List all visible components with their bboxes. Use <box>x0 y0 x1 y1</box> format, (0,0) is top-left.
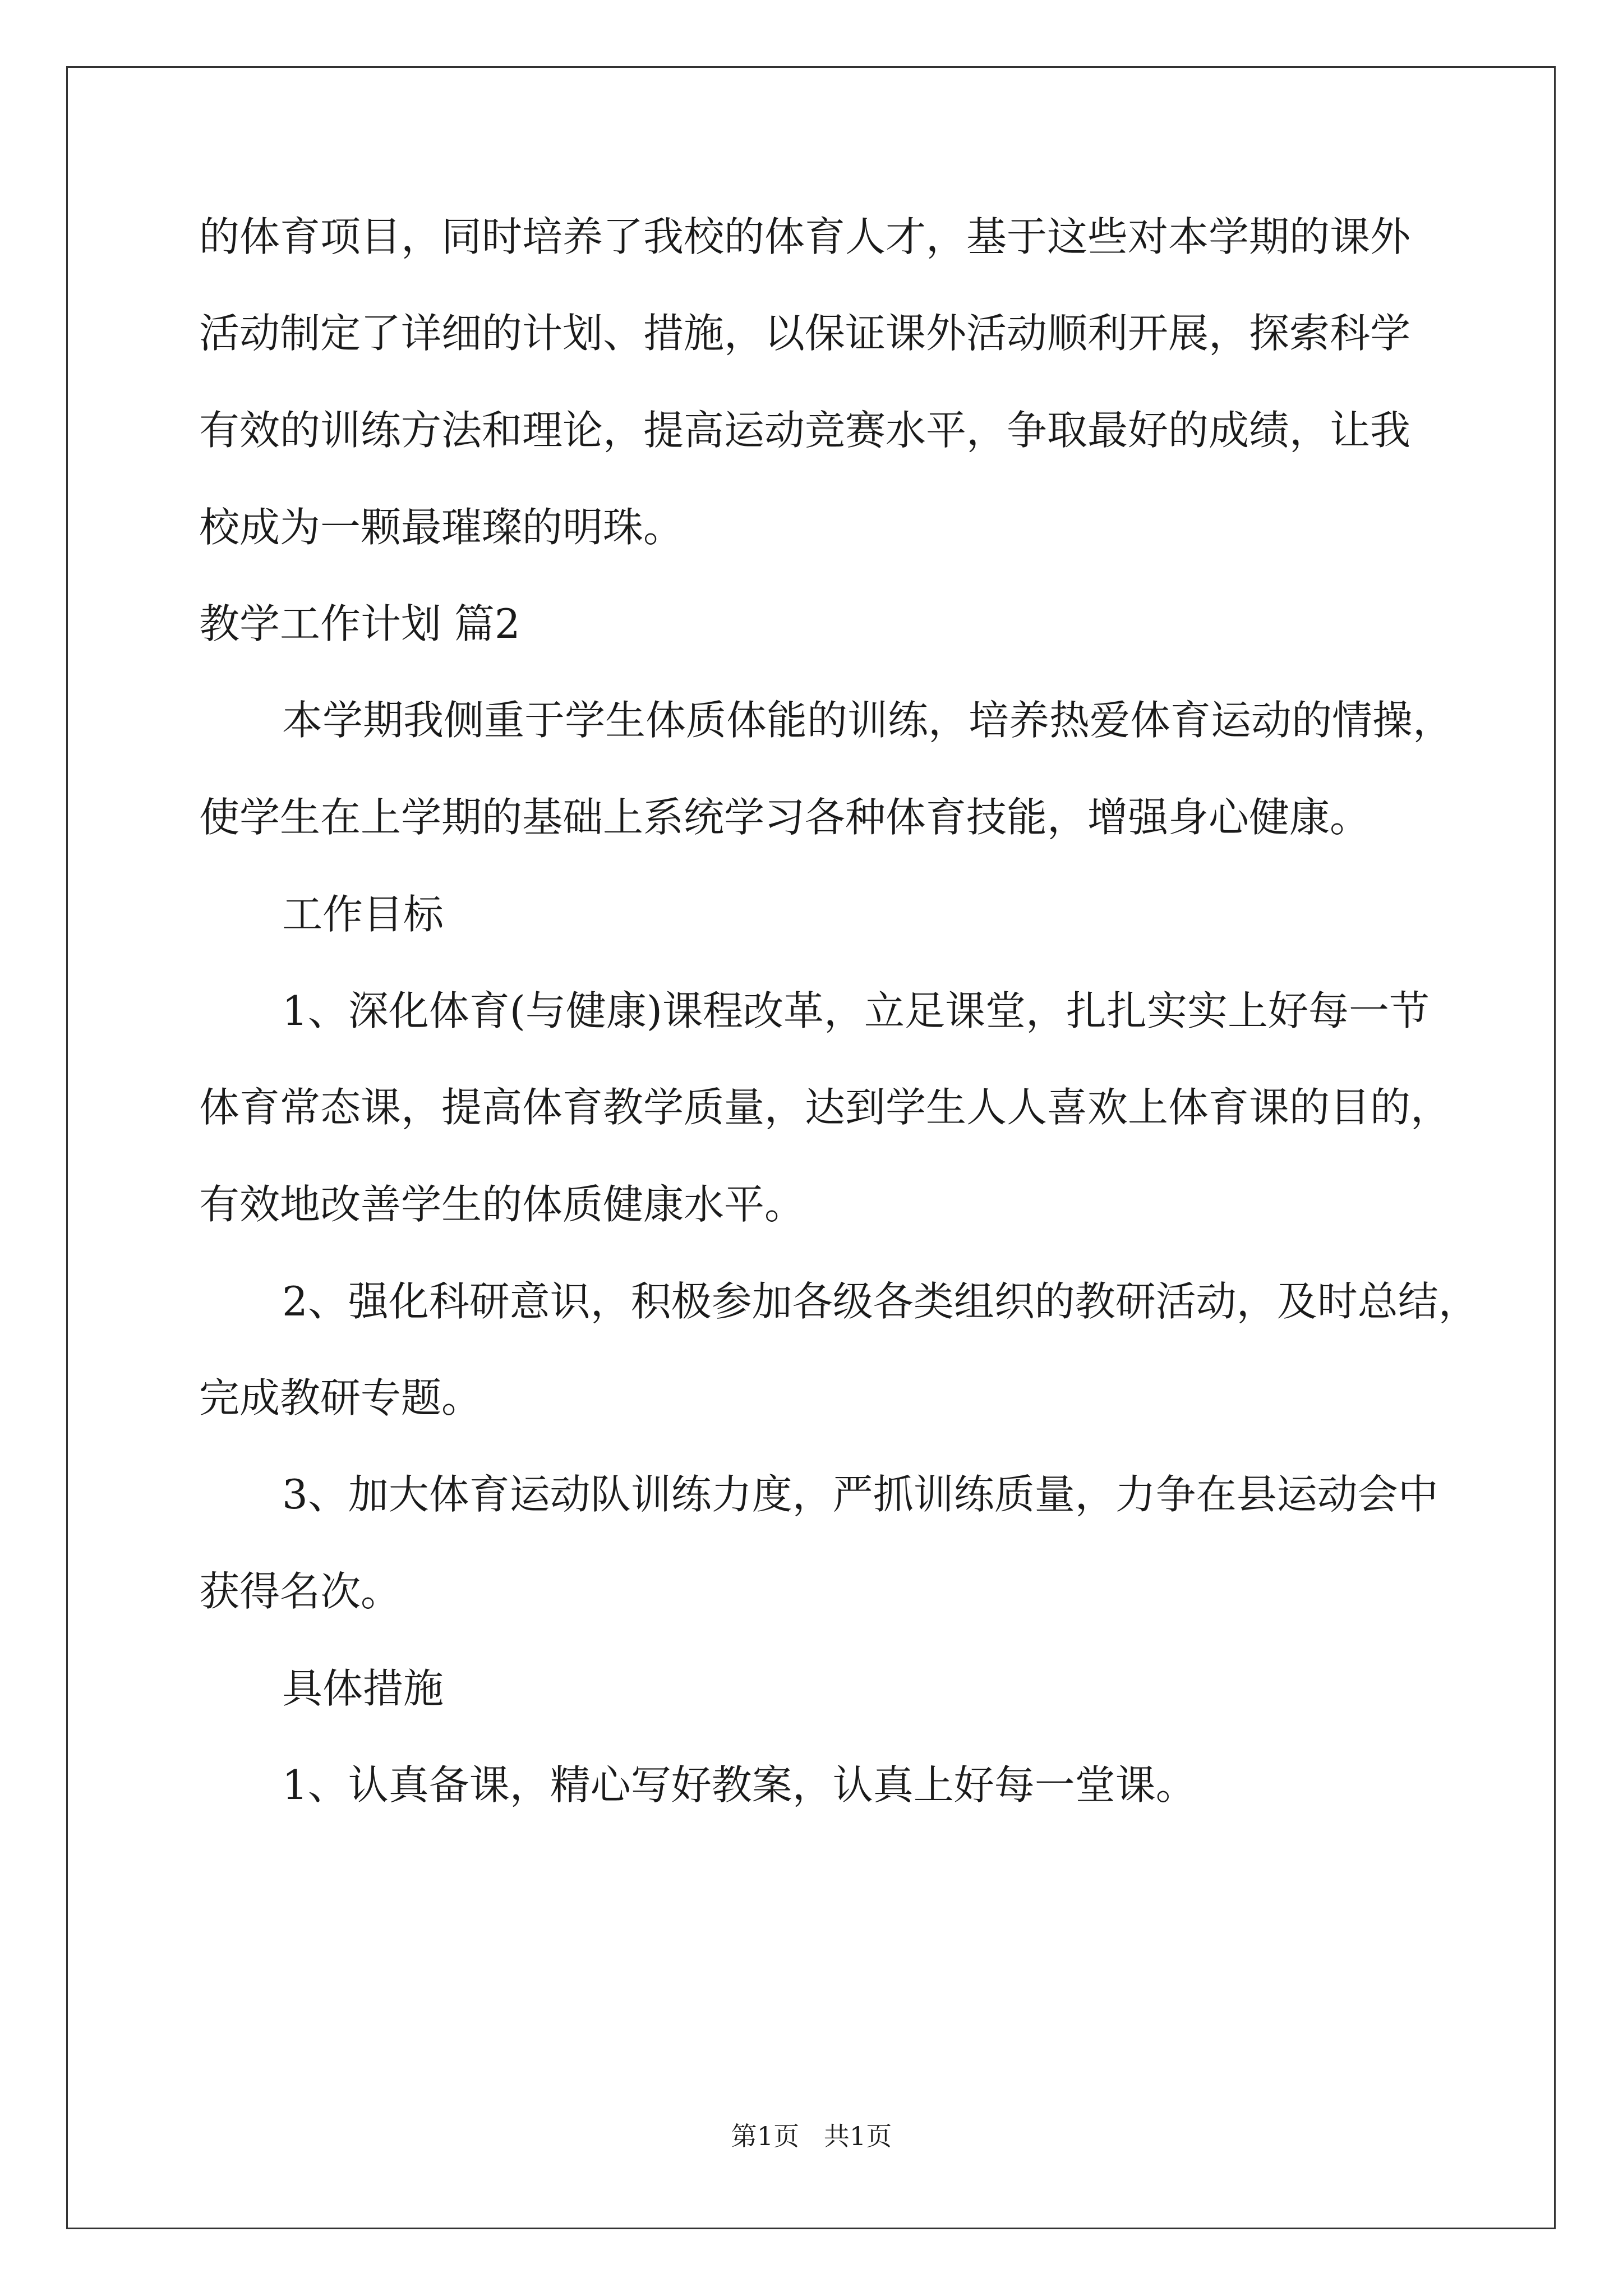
paragraph-line: 校成为一颗最璀璨的明珠。 <box>199 504 684 551</box>
paragraph-line: 活动制定了详细的计划、措施，以保证课外活动顺利开展，探索科学 <box>199 310 1411 357</box>
paragraph-line: 3、加大体育运动队训练力度，严抓训练质量，力争在县运动会中 <box>282 1471 1438 1518</box>
paragraph-line: 有效的训练方法和理论，提高运动竞赛水平，争取最好的成绩，让我 <box>199 407 1411 454</box>
paragraph-line: 体育常态课，提高体育教学质量，达到学生人人喜欢上体育课的目的， <box>199 1084 1451 1131</box>
paragraph-line: 有效地改善学生的体质健康水平。 <box>199 1181 805 1228</box>
paragraph-line: 本学期我侧重于学生体质体能的训练，培养热爱体育运动的情操， <box>282 697 1454 744</box>
subheading-measures: 具体措施 <box>282 1665 444 1712</box>
subheading-goals: 工作目标 <box>282 891 444 938</box>
paragraph-line: 获得名次。 <box>199 1568 402 1615</box>
page-number-footer: 第1页 共1页 <box>731 2121 892 2151</box>
section-heading: 教学工作计划 篇2 <box>199 600 520 647</box>
paragraph-line: 的体育项目，同时培养了我校的体育人才，基于这些对本学期的课外 <box>199 213 1411 260</box>
paragraph-line: 1、深化体育(与健康)课程改革，立足课堂，扎扎实实上好每一节 <box>282 987 1430 1034</box>
page-border <box>66 66 1556 2229</box>
paragraph-line: 2、强化科研意识，积极参加各级各类组织的教研活动，及时总结， <box>282 1278 1479 1325</box>
paragraph-line: 完成教研专题。 <box>199 1374 482 1421</box>
paragraph-line: 1、认真备课，精心写好教案，认真上好每一堂课。 <box>282 1761 1196 1809</box>
paragraph-line: 使学生在上学期的基础上系统学习各种体育技能，增强身心健康。 <box>199 794 1371 841</box>
